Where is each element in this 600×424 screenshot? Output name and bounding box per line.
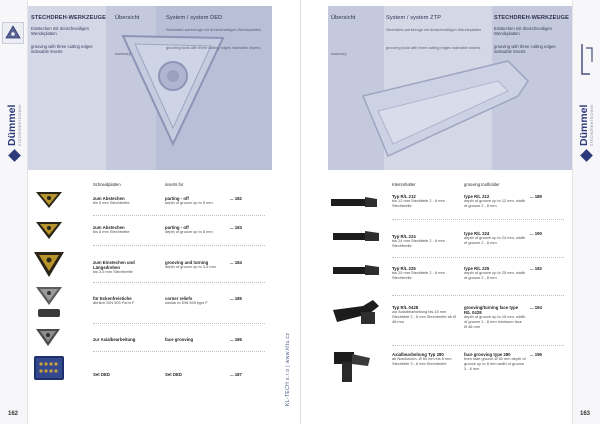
insert-row-desc: bis 5 mm Stechbreite — [93, 200, 130, 205]
page-link[interactable]: ... 186 — [230, 337, 242, 342]
section-title-left: STECHDREH-WERKZEUGE — [31, 15, 106, 21]
section-title-right: STECHDREH-WERKZEUGE — [494, 15, 569, 21]
holder-row-desc-en: depth of groove up to 12 mm, width of groove 2 - 6 mm — [464, 198, 525, 208]
tab-overview-left: Übersicht — [115, 15, 140, 21]
triangle-insert-icon — [34, 219, 64, 241]
toolholder-icon — [332, 348, 372, 384]
holder-row-desc: bis 25 mm Stechtiefe 2 - 6 mm Stechbreite — [392, 270, 445, 280]
tab-system-en-left: grooving tools with three cutting edges indexable inserts — [166, 46, 261, 50]
insert-row-desc-en: depth of groove up to 6 mm — [165, 229, 213, 234]
insert-row-name: für Eckenfreistiche — [93, 296, 132, 301]
insert-row-name: zum Abstechen — [93, 196, 125, 201]
tab-overview-en-right: summary — [331, 52, 347, 56]
holder-row-name: Typ R/L 224 — [392, 234, 416, 239]
triangle-insert-icon — [34, 190, 64, 210]
insert-row-name-en: grooving and turning — [165, 260, 209, 265]
tab-system-left: System / system DED — [166, 15, 223, 21]
brand-name-left: Dümmel — [6, 104, 18, 146]
insert-row-name-en: parting - off — [165, 196, 189, 201]
url-left[interactable]: KL-TECH s.r.o | www.kltu.cz — [285, 332, 291, 406]
toolholder-icon — [331, 195, 377, 209]
tab-system-de-right: Stechdreh-werkzeuge mit dreischneidigen Wendeplatten — [386, 28, 482, 32]
section-sub-de-left: Einstechen mit dreischneidigen Wendeplatten — [31, 26, 89, 37]
page-link[interactable]: ... 187 — [230, 372, 242, 377]
insert-row-desc-en: depth of groove up to 3,5 mm — [165, 264, 216, 269]
insert-row-desc: bis 6 mm Stechbreite — [93, 229, 130, 234]
holder-row-desc: ab Nutdurchm. Ø 60 mm bis 8 mm Stechtiefe 3 - 6 mm Stechbreite — [392, 356, 452, 366]
page-link[interactable]: ... 190 — [530, 231, 542, 236]
insert-row-desc: bis 3,5 mm Stechbreite — [93, 269, 133, 274]
insert-row-name: Set DED — [93, 372, 110, 377]
holder-row-name: Typ R/L 225 — [392, 266, 416, 271]
holder-row-name: Typ R/L 212 — [392, 194, 416, 199]
tab-system-right: System / system ZTP — [386, 15, 442, 21]
holder-row-desc: bis 24 mm Stechtiefe 2 - 6 mm Stechbreite — [392, 238, 445, 248]
set-case-icon — [33, 355, 65, 381]
holder-row-desc-en: depth of groove up to 15 mm, width of groove 2 - 6 mm minimum face Ø 48 mm — [464, 314, 525, 329]
holder-row-desc-en: from start groove Ø 60 mm depth of groove up to 8 mm width of groove 3 - 6 mm — [464, 356, 526, 371]
tab-system-en-right: grooving tools with three cutting edges indexable inserts — [386, 46, 481, 50]
holder-row-name-en: face grooving type 280 — [464, 352, 511, 357]
holder-row-name: Axialbearbeitung Typ 280 — [392, 352, 444, 357]
triangle-insert-icon — [32, 249, 66, 279]
page-link[interactable]: ... 189 — [530, 194, 542, 199]
holder-row-name-en: type R/L 225 — [464, 266, 490, 271]
insert-row-name: zur Axialbearbeitung — [93, 337, 136, 342]
section-sub-en-left: grooving with three cutting edges indexable inserts — [31, 44, 93, 55]
insert-row-name-en: face grooving — [165, 337, 194, 342]
toolholder-icon — [333, 262, 379, 278]
insert-row-name-en: corner reliefs — [165, 296, 193, 301]
brand-logo-left — [4, 86, 26, 146]
column-holders-label: Klemmhalter — [392, 182, 416, 187]
brand-tagline-right: STECHDREHTECHNIK — [590, 104, 594, 146]
brand-name-right: Dümmel — [578, 104, 590, 146]
tab-system-de-left: Stechdreh-werkzeuge mit dreischneidigen Wendeplatten — [166, 28, 262, 32]
holder-row-name: Typ R/L 0428 — [392, 305, 419, 310]
triangle-insert-icon — [32, 285, 66, 321]
page-link[interactable]: ... 192 — [530, 266, 542, 271]
insert-row-desc-en: depth of groove up to 5 mm — [165, 200, 213, 205]
triangle-insert-icon — [33, 326, 63, 348]
right-header-band — [328, 6, 572, 170]
holder-row-desc-en: depth of groove up to 24 mm, width of groove 2 - 6 mm — [464, 235, 525, 245]
insert-row-name: zum Abstechen — [93, 225, 125, 230]
brand-tagline-left: STECHDREHTECHNIK — [18, 104, 22, 146]
holder-row-desc-en: depth of groove up to 25 mm, width of groove 2 - 6 mm — [464, 270, 525, 280]
page-link[interactable]: ... 184 — [230, 260, 242, 265]
grooving-tool-icon — [358, 56, 538, 166]
insert-row-name-en: parting - off — [165, 225, 189, 230]
page-number-right: 163 — [580, 411, 591, 417]
insert-row-desc-en: similar to DIN 509 type F — [165, 300, 208, 305]
section-sub-de-right: Einstechen mit dreischneidigen Wendeplatten — [494, 26, 552, 37]
tab-overview-right: Übersicht — [331, 15, 356, 21]
holder-row-name-en: type R/L 224 — [464, 231, 490, 236]
page-link[interactable]: ... 185 — [230, 296, 242, 301]
column-inserts-label: Schneidplatten — [93, 182, 121, 187]
toolholder-icon — [333, 228, 379, 244]
section-sub-en-right: grooving with three cutting edges indexable inserts — [494, 44, 556, 55]
page-link[interactable]: ... 194 — [530, 305, 542, 310]
page-link[interactable]: ... 182 — [230, 196, 242, 201]
holder-row-desc: bis 12 mm Stechtiefe 2 - 6 mm Stechbreite — [392, 198, 445, 208]
left-header-band — [28, 6, 272, 170]
wrench-icon — [578, 40, 596, 80]
insert-row-name-en: Set DED — [165, 372, 182, 377]
page-number-left: 162 — [8, 411, 19, 417]
tab-overview-en-left: summary — [115, 52, 131, 56]
holder-row-name-en: type R/L 212 — [464, 194, 490, 199]
brand-logo-right — [576, 86, 598, 146]
holder-row-desc: zur Axialbearbeitung bis 15 mm Stechtiefe 2 - 6 mm Stechbreite ab Ø 48 mm — [392, 309, 457, 324]
toolholder-icon — [333, 300, 379, 328]
insert-row-name: zum Einstechen und Längsdrehen — [93, 260, 135, 271]
left-page-edge — [0, 0, 28, 424]
page-link[interactable]: ... 183 — [230, 225, 242, 230]
column-holders-for-label: grooving toolholder — [464, 182, 500, 187]
page-link[interactable]: ... 196 — [530, 352, 542, 357]
holder-row-name-en: grooving/turning face type R/L 0428 — [464, 305, 519, 316]
column-inserts-for-label: inserts for — [165, 182, 184, 187]
triangle-insert-icon — [2, 22, 24, 44]
insert-row-desc: ähnlich DIN 509 Form F — [93, 300, 135, 305]
